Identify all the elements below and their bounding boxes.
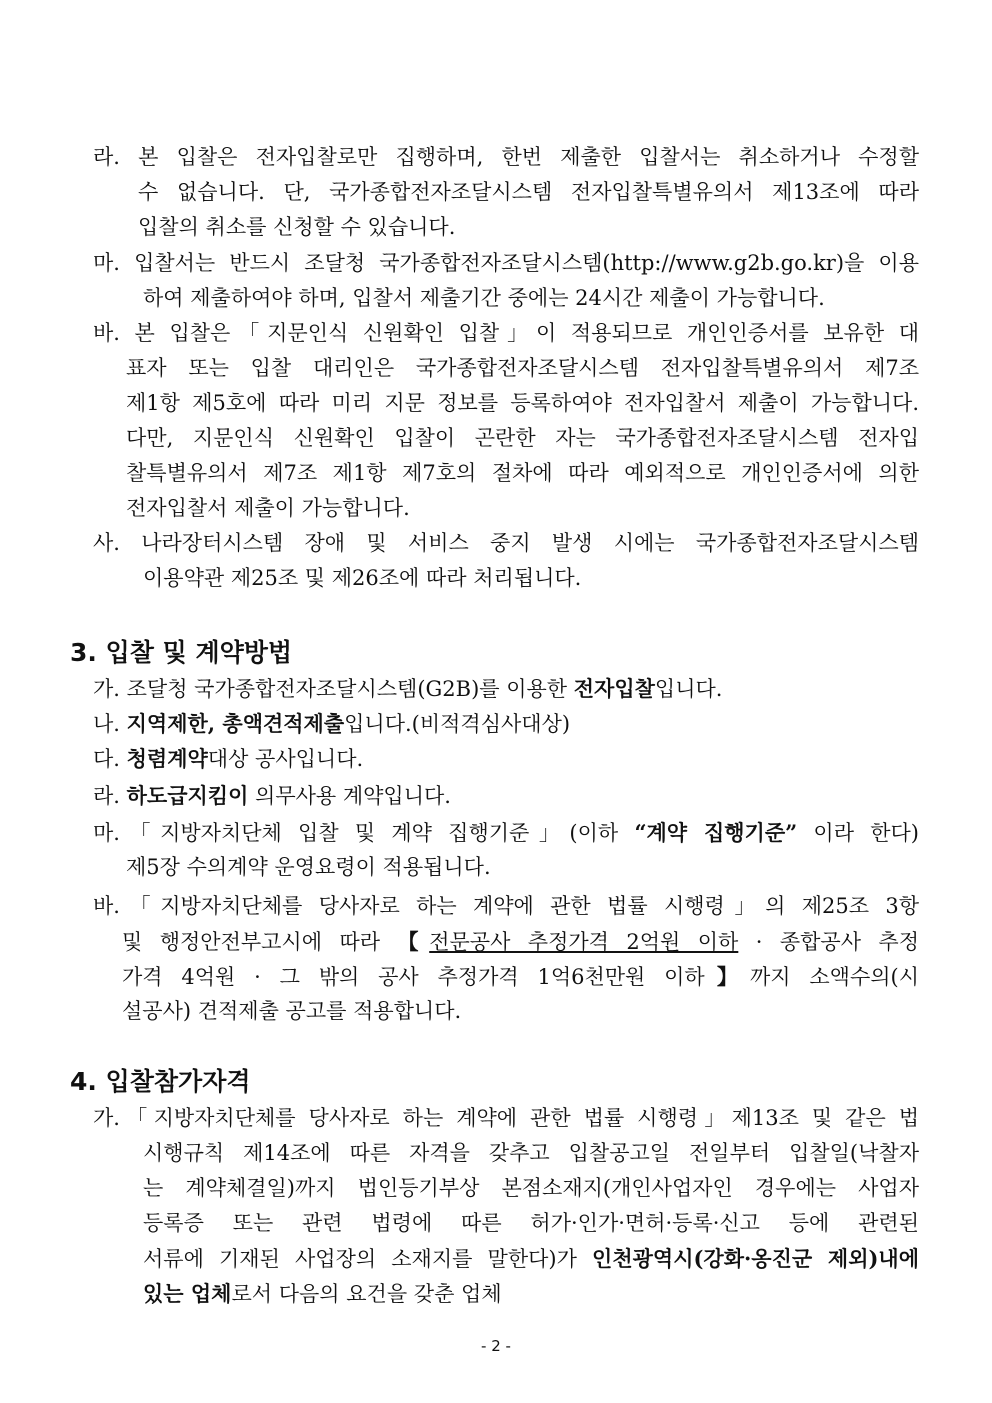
s3-ra-bold: 하도급지킴이 [126,783,249,808]
s3-ga-text: 가. 조달청 국가종합전자조달시스템(G2B)를 이용한 [93,677,574,701]
item-ba-line3: 제1항 제5호에 따라 미리 지문 정보를 등록하여야 전자입찰서 제출이 가능합니다. [126,391,919,415]
item-ba-line1: 바. 본 입찰은「지문인식 신원확인 입찰」이 적용되므로 개인인증서를 보유한 대 [93,321,919,345]
s3-item-ba-line2 [122,931,919,953]
s3-ba-line3-prefix: 가격 4억원 · 그 밖의 공사 추정가격 1억6천만원 이하 [122,965,705,989]
item-ba-line2: 표자 또는 입찰 대리인은 국가종합전자조달시스템 전자입찰특별유의서 제7조 [126,356,919,380]
s3-item-na [93,713,570,735]
s3-ma-prefix: 마.「지방자치단체 입찰 및 계약 집행기준」(이하 [93,821,635,845]
item-ba-line4: 다만, 지문인식 신원확인 입찰이 곤란한 자는 국가종합전자조달시스템 전자입 [126,426,919,450]
s3-na-suffix: 입니다.(비적격심사대상) [344,712,571,736]
s3-da-bold: 청렴계약 [126,746,208,771]
s3-da-prefix: 다. [93,747,127,771]
s4-ga-region-bold: 인천광역시(강화·옹진군 제외)내에 [592,1246,920,1271]
item-sa-line1: 사. 나라장터시스템 장애 및 서비스 중지 발생 시에는 국가종합전자조달시스템 [93,531,919,555]
item-ma-line2: 하여 제출하여야 하며, 입찰서 제출기간 중에는 24시간 제출이 가능합니다. [143,286,825,310]
s4-item-ga-line6 [143,1283,502,1305]
s3-ba-line2-suffix: · 종합공사 추정 [738,930,920,954]
s3-ma-suffix: 이라 한다) [797,821,919,845]
item-ba-line5: 찰특별유의서 제7조 제1항 제7호의 절차에 따라 예외적으로 개인인증서에 의한 [126,461,919,485]
s3-ma-bold: “계약 집행기준” [634,820,798,845]
s3-ra-suffix: 의무사용 계약입니다. [248,784,451,808]
s3-item-ma-line1 [93,822,919,844]
s4-item-ga-line3: 는 계약체결일)까지 법인등기부상 본점소재지(개인사업자인 경우에는 사업자 [143,1176,919,1200]
s4-item-ga-line5 [143,1248,919,1270]
item-ba-line6: 전자입찰서 제출이 가능합니다. [126,496,410,520]
item-ra-line1: 라. 본 입찰은 전자입찰로만 집행하며, 한번 제출한 입찰서는 취소하거나 수정할 [93,145,919,169]
item-ra-line3: 입찰의 취소를 신청할 수 있습니다. [138,215,456,239]
s3-ra-prefix: 라. [93,784,127,808]
s4-ga-line6-suffix: 로서 다음의 요건을 갖춘 업체 [231,1282,502,1306]
s4-item-ga-line1: 가.「지방자치단체를 당사자로 하는 계약에 관한 법률 시행령」제13조 및 같은 법 [93,1106,919,1130]
page-number: - 2 - [481,1337,511,1355]
s3-item-ba-line3 [122,966,919,988]
s3-item-ra [93,785,451,807]
item-ma-line1: 마. 입찰서는 반드시 조달청 국가종합전자조달시스템(http://www.g2b.go.kr)을 이용 [93,251,919,275]
s3-na-prefix: 나. [93,712,127,736]
s3-da-suffix: 대상 공사입니다. [207,747,364,771]
item-ra-line2: 수 없습니다. 단, 국가종합전자조달시스템 전자입찰특별유의서 제13조에 따라 [138,180,919,204]
s3-ba-bracket-open: 【 [397,929,430,954]
s3-ga-suffix: 입니다. [654,677,723,701]
s3-item-ga [93,678,722,700]
s3-ba-line3-suffix: 까지 소액수의(시 [750,965,920,989]
s3-ba-bracket-close: 】 [704,964,750,989]
section4-title: 4. 입찰참가자격 [70,1067,251,1096]
s3-ba-underlined: 전문공사 추정가격 2억원 이하 [429,930,739,954]
s3-item-ba-line1: 바.「지방자치단체를 당사자로 하는 계약에 관한 법률 시행령」의 제25조 3항 [93,894,919,918]
s4-item-ga-line4: 등록증 또는 관련 법령에 따른 허가·인가·면허·등록·신고 등에 관련된 [143,1211,919,1235]
s3-item-ba-line4: 설공사) 견적제출 공고를 적용합니다. [122,999,462,1023]
s3-ba-line2-prefix: 및 행정안전부고시에 따라 [122,930,398,954]
s3-ga-bold: 전자입찰 [573,676,655,701]
section3-title: 3. 입찰 및 계약방법 [70,638,293,667]
s3-na-bold: 지역제한, 총액견적제출 [126,711,345,736]
s4-ga-company-bold: 있는 업체 [143,1281,232,1306]
s4-item-ga-line2: 시행규칙 제14조에 따른 자격을 갖추고 입찰공고일 전일부터 입찰일(낙찰자 [143,1141,919,1165]
s4-ga-line5-prefix: 서류에 기재된 사업장의 소재지를 말한다)가 [143,1247,593,1271]
s3-item-da [93,748,363,770]
item-sa-line2: 이용약관 제25조 및 제26조에 따라 처리됩니다. [143,566,582,590]
s3-item-ma-line2: 제5장 수의계약 운영요령이 적용됩니다. [126,855,491,879]
